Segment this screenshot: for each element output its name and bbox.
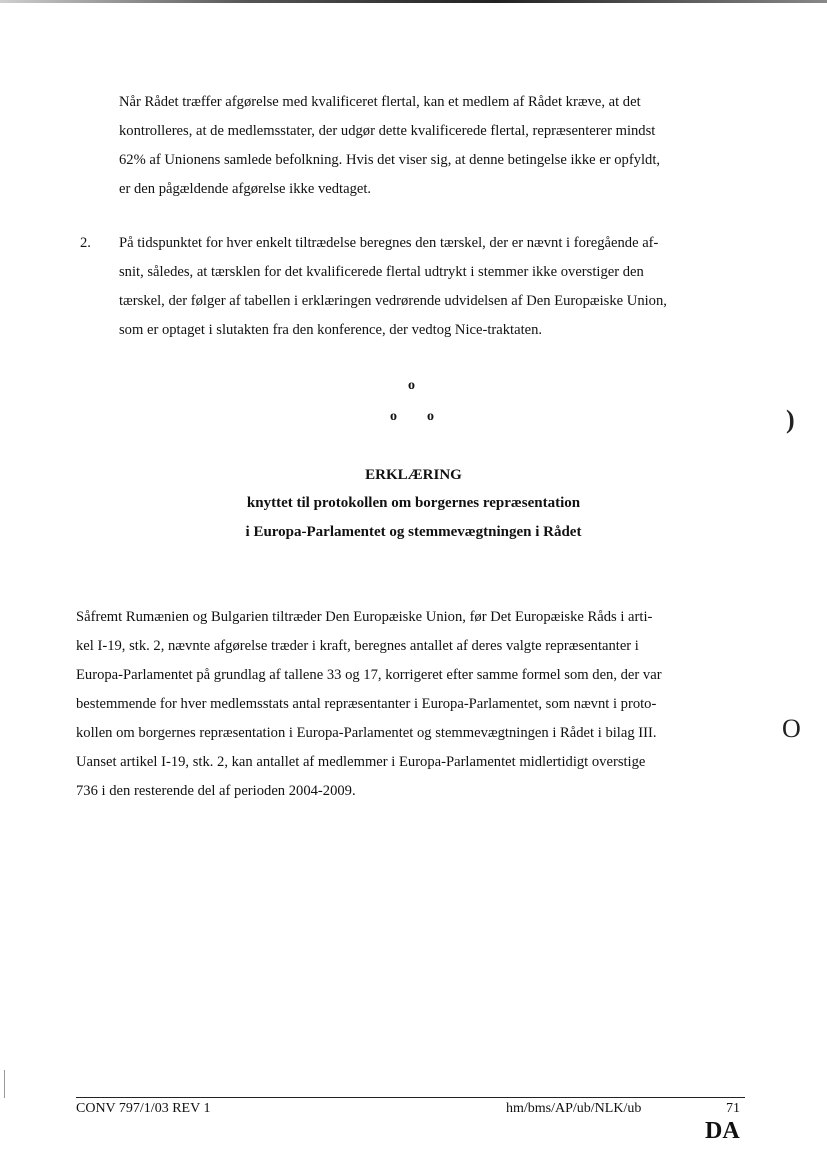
text-line: 62% af Unionens samlede befolkning. Hvis det viser sig, at denne betingelse ikke er opfyldt, xyxy=(119,152,661,168)
section-ornament-right: o xyxy=(427,409,434,424)
text-line: er den pågældende afgørelse ikke vedtaget. xyxy=(119,181,372,197)
text-line: På tidspunktet for hver enkelt tiltrædelse beregnes den tærskel, der er nævnt i foregående af- xyxy=(119,235,659,251)
text-line: kontrolleres, at de medlemsstater, der udgør dette kvalificerede flertal, repræsenterer mindst xyxy=(119,123,656,139)
declaration-subtitle-line1: knyttet til protokollen om borgernes repræsentation xyxy=(246,495,581,511)
text-line: Såfremt Rumænien og Bulgarien tiltræder Den Europæiske Union, før Det Europæiske Råds i arti- xyxy=(76,609,653,625)
text-line: tærskel, der følger af tabellen i erklæringen vedrørende udvidelsen af Den Europæiske Union, xyxy=(119,293,667,309)
footer-page-number: 71 xyxy=(726,1101,740,1116)
top-edge-rule xyxy=(0,0,827,3)
text-line: Europa-Parlamentet på grundlag af tallene 33 og 17, korrigeret efter samme formel som den, der var xyxy=(76,667,662,683)
footer-language-code: DA xyxy=(705,1118,740,1144)
footer-initials: hm/bms/AP/ub/NLK/ub xyxy=(506,1101,642,1116)
declaration-subtitle-line2: i Europa-Parlamentet og stemmevægtningen i Rådet xyxy=(245,524,582,540)
paragraph-qualified-majority xyxy=(119,88,744,204)
footer-document-reference: CONV 797/1/03 REV 1 xyxy=(76,1101,211,1116)
paragraph-number: 2. xyxy=(80,235,91,251)
paragraph-romania-bulgaria xyxy=(76,603,746,806)
text-line: kollen om borgernes repræsentation i Europa-Parlamentet og stemmevægtningen i Rådet i bilag III. xyxy=(76,725,657,741)
punch-hole-mark-lower: O xyxy=(782,714,801,743)
footer-rule xyxy=(76,1097,745,1098)
text-line: snit, således, at tærsklen for det kvalificerede flertal udtrykt i stemmer ikke overstiger den xyxy=(119,264,644,280)
text-line: Når Rådet træffer afgørelse med kvalificeret flertal, kan et medlem af Rådet kræve, at det xyxy=(119,94,641,110)
section-ornament-top: o xyxy=(408,378,415,393)
paragraph-accession-threshold xyxy=(119,229,744,345)
punch-hole-mark-upper: ) xyxy=(786,405,795,434)
text-line: som er optaget i slutakten fra den konference, der vedtog Nice-traktaten. xyxy=(119,322,543,338)
text-line: Uanset artikel I-19, stk. 2, kan antallet af medlemmer i Europa-Parlamentet midlertidigt overstige xyxy=(76,754,646,770)
section-ornament-left: o xyxy=(390,409,397,424)
declaration-heading: ERKLÆRING xyxy=(365,467,462,483)
text-line: 736 i den resterende del af perioden 2004-2009. xyxy=(76,783,356,799)
scan-edge-mark xyxy=(4,1070,5,1098)
text-line: kel I-19, stk. 2, nævnte afgørelse træder i kraft, beregnes antallet af deres valgte repræsentanter i xyxy=(76,638,639,654)
text-line: bestemmende for hver medlemsstats antal repræsentanter i Europa-Parlamentet, som nævnt i proto- xyxy=(76,696,657,712)
